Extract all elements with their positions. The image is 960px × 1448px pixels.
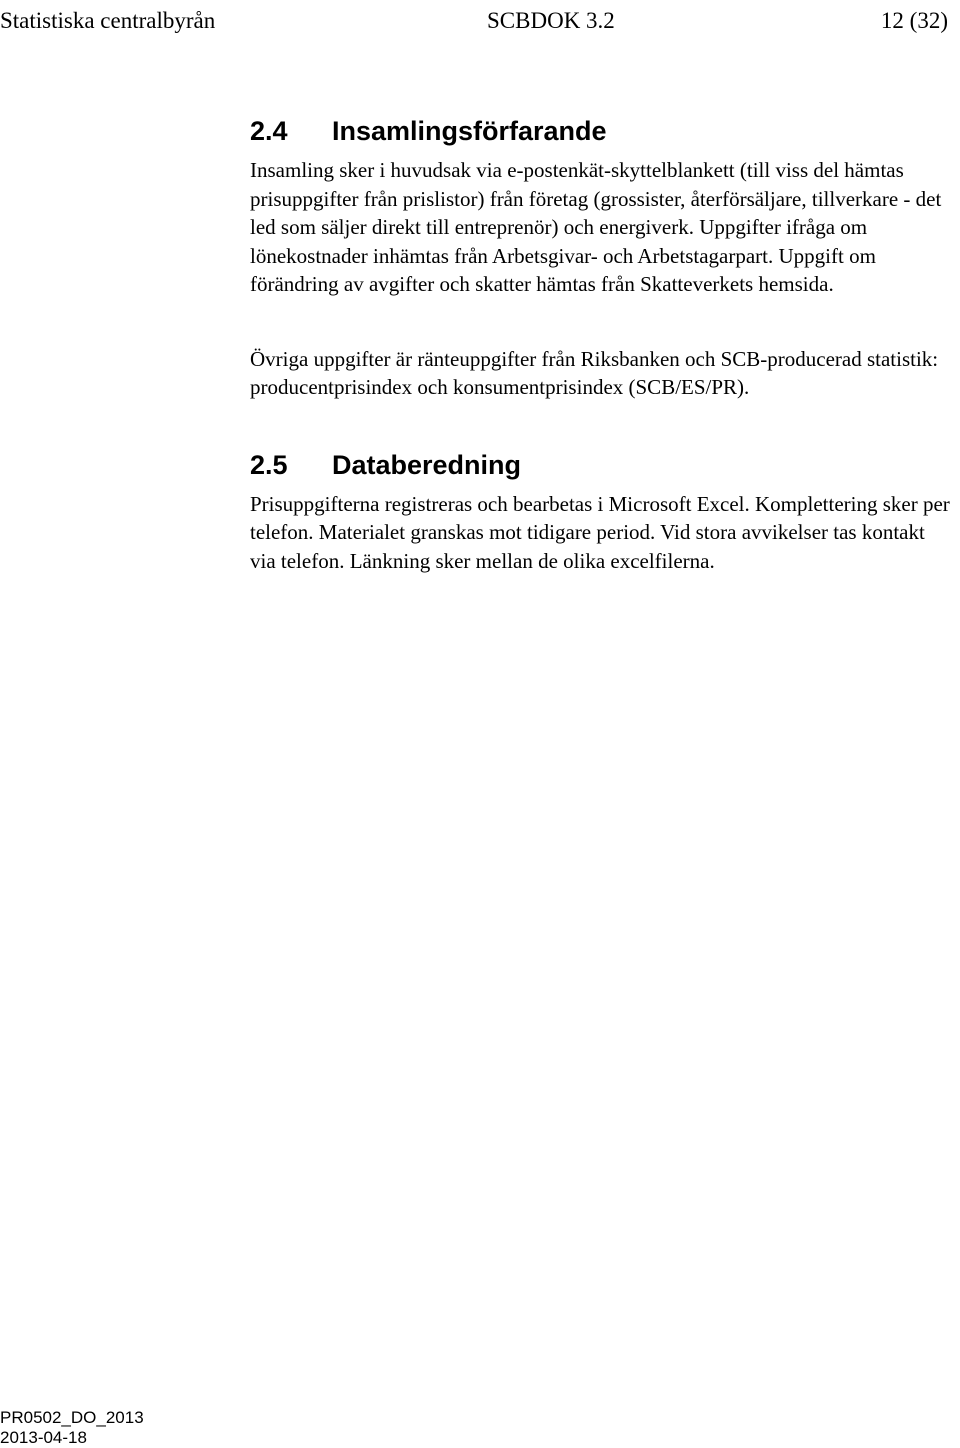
organization-name: Statistiska centralbyrån: [0, 8, 216, 33]
main-content: [250, 112, 950, 575]
section-heading-insamlingsforfarande: [250, 112, 950, 150]
page-header: [0, 4, 960, 38]
section-title: Insamlingsförfarande: [332, 116, 607, 146]
section-title: Databeredning: [332, 449, 522, 480]
footer-doc-id: PR0502_DO_2013: [0, 1408, 144, 1427]
paragraph: Prisuppgifterna registreras och bearbetas i Microsoft Excel. Komplettering sker per telefon. Materialet granskas mot tidigare period. Vid stora avvikelser tas kontakt via telefon. Länkning sker mellan de olika excelfilerna.: [250, 491, 950, 573]
document-code: SCBDOK 3.2: [487, 8, 615, 33]
section-heading-databeredning: [250, 446, 950, 484]
paragraph: Insamling sker i huvudsak via e-postenkät-skyttelblankett (till viss del hämtas prisuppgifter från prislistor) från företag (grossister, återförsäljare, tillverkare - det led som säljer direkt till entreprenör) och energiverk. Uppgifter ifråga om lönekostnader inhämtas från Arbetsgivar- och Arbetstagarpart. Uppgift om förändring av avgifter och skatter hämtas från Skatteverkets hemsida.: [250, 158, 942, 296]
page-number: 12 (32): [880, 8, 948, 33]
footer-date: 2013-04-18: [0, 1428, 87, 1447]
section-number: 2.5: [250, 449, 288, 480]
page-footer: [0, 1408, 144, 1448]
section-number: 2.4: [250, 116, 288, 146]
paragraph: Övriga uppgifter är ränteuppgifter från Riksbanken och SCB-producerad statistik: producentprisindex och konsumentprisindex (SCB/ES/PR).: [250, 346, 939, 399]
